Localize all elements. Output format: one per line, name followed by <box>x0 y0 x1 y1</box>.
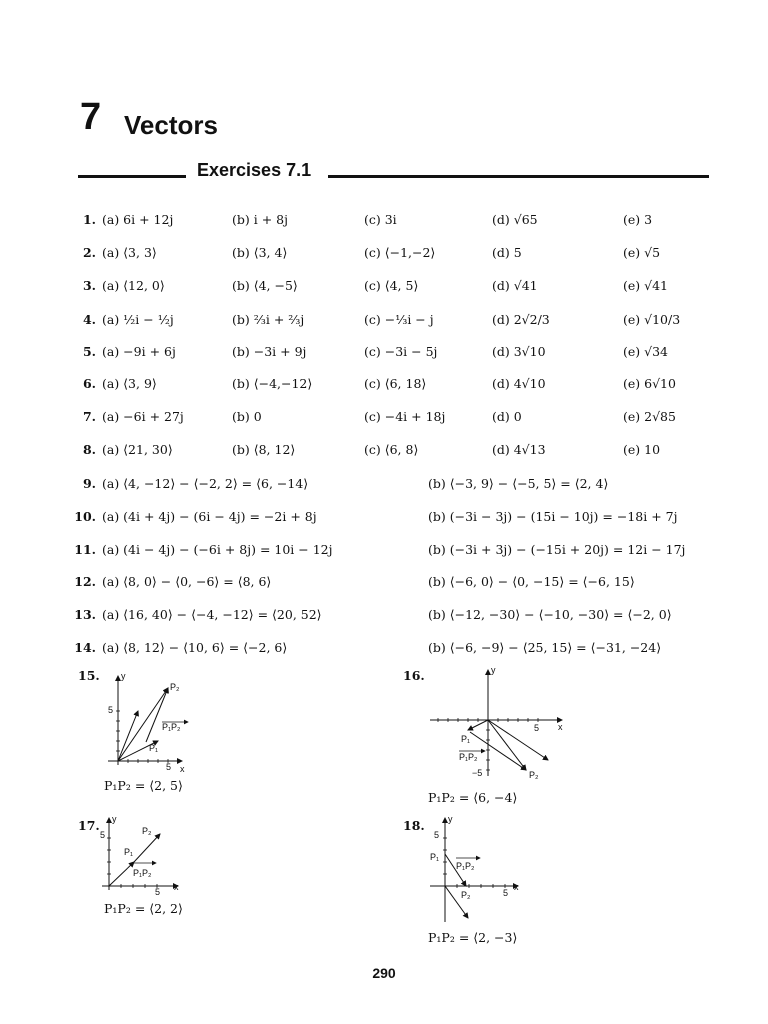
answer-a: (a) ⟨3, 3⟩ <box>102 245 157 260</box>
answer-c: (c) 3i <box>364 212 397 227</box>
exercise-number: 12. <box>74 574 96 589</box>
vector-label: P₁P₂ <box>162 722 181 732</box>
point-p1-label: P₁ <box>149 743 159 753</box>
y-tick-label: 5 <box>108 705 114 715</box>
exercise-number: 7. <box>82 409 96 424</box>
answer-b: (b) ⟨−6, −9⟩ − ⟨25, 15⟩ = ⟨−31, −24⟩ <box>428 640 662 655</box>
answer-b: (b) ⟨−4,−12⟩ <box>232 376 313 391</box>
x-tick-label: 5 <box>166 762 172 772</box>
answer-e: (e) 10 <box>623 442 661 457</box>
exercise-number: 10. <box>74 509 96 524</box>
y-tick-label: −5 <box>472 768 483 778</box>
answer-a: (a) ⟨16, 40⟩ − ⟨−4, −12⟩ = ⟨20, 52⟩ <box>102 607 322 622</box>
answer-d: (d) 4√10 <box>492 376 546 391</box>
exercise-number: 14. <box>74 640 96 655</box>
answer-c: (c) ⟨6, 8⟩ <box>364 442 419 457</box>
answer-a: (a) ⟨8, 12⟩ − ⟨10, 6⟩ = ⟨−2, 6⟩ <box>102 640 288 655</box>
answer-c: (c) ⟨4, 5⟩ <box>364 278 419 293</box>
vector-standard <box>109 862 134 886</box>
answer-a: (a) 6i + 12j <box>102 212 174 227</box>
vector-label: P₁P₂ <box>456 861 475 871</box>
answer-d: (d) 3√10 <box>492 344 546 359</box>
x-axis-label: x <box>558 722 563 732</box>
y-tick-label: 5 <box>100 830 106 840</box>
figure-16-number: 16. <box>403 668 425 683</box>
section-rule-left <box>78 175 186 178</box>
point-p2-label: P₂ <box>142 826 152 836</box>
y-axis-label: y <box>491 665 496 675</box>
exercise-number: 11. <box>74 542 96 557</box>
answer-b: (b) −3i + 9j <box>232 344 307 359</box>
answer-d: (d) 0 <box>492 409 522 424</box>
exercise-number: 6. <box>82 376 96 391</box>
chapter-title: Vectors <box>124 110 218 140</box>
answer-c: (c) ⟨6, 18⟩ <box>364 376 427 391</box>
answer-a: (a) ⟨3, 9⟩ <box>102 376 157 391</box>
figure-18-number: 18. <box>403 818 425 833</box>
answer-b: (b) (−3i + 3j) − (−15i + 20j) = 12i − 17j <box>428 542 686 557</box>
x-tick-label: 5 <box>155 887 161 897</box>
chapter-number: 7 <box>80 96 102 138</box>
point-p2-label: P₂ <box>170 682 180 692</box>
figure-18-diagram <box>428 814 523 926</box>
answer-a: (a) (4i + 4j) − (6i − 4j) = −2i + 8j <box>102 509 317 524</box>
answer-c: (c) −4i + 18j <box>364 409 446 424</box>
figure-16-diagram <box>428 664 568 782</box>
y-axis-label: y <box>448 814 453 824</box>
answer-b: (b) ⟨−3, 9⟩ − ⟨−5, 5⟩ = ⟨2, 4⟩ <box>428 476 609 491</box>
answer-a: (a) ⟨4, −12⟩ − ⟨−2, 2⟩ = ⟨6, −14⟩ <box>102 476 309 491</box>
answer-e: (e) 3 <box>623 212 653 227</box>
answer-b: (b) ⟨3, 4⟩ <box>232 245 288 260</box>
answer-e: (e) √10/3 <box>623 312 681 327</box>
point-p1-label: P₁ <box>430 852 440 862</box>
x-axis-label: x <box>174 882 179 892</box>
vector-origin-to-p2 <box>118 688 168 761</box>
exercise-number: 3. <box>82 278 96 293</box>
exercise-number: 13. <box>74 607 96 622</box>
section-rule-right <box>328 175 709 178</box>
answer-e: (e) 6√10 <box>623 376 676 391</box>
answer-d: (d) 5 <box>492 245 522 260</box>
answer-b: (b) ⟨8, 12⟩ <box>232 442 296 457</box>
answer-b: (b) ⟨−6, 0⟩ − ⟨0, −15⟩ = ⟨−6, 15⟩ <box>428 574 635 589</box>
answer-e: (e) 2√85 <box>623 409 676 424</box>
answer-b: (b) ⟨4, −5⟩ <box>232 278 298 293</box>
answer-e: (e) √41 <box>623 278 668 293</box>
y-tick-label: 5 <box>434 830 440 840</box>
exercise-number: 5. <box>82 344 96 359</box>
answer-a: (a) (4i − 4j) − (−6i + 8j) = 10i − 12j <box>102 542 333 557</box>
figure-17-diagram <box>98 814 188 896</box>
figure-15-number: 15. <box>78 668 100 683</box>
vector-origin-to-p2 <box>488 720 526 770</box>
vector-label: P₁P₂ <box>459 752 478 762</box>
answer-e: (e) √34 <box>623 344 668 359</box>
figure-16-caption: P₁P₂ = ⟨6, −4⟩ <box>428 790 518 805</box>
answer-b: (b) ⅔i + ⅔j <box>232 312 305 327</box>
answer-b: (b) 0 <box>232 409 262 424</box>
section-title: Exercises 7.1 <box>197 160 312 180</box>
exercise-number: 4. <box>82 312 96 327</box>
answer-d: (d) 2√2/3 <box>492 312 550 327</box>
x-axis-label: x <box>180 764 185 774</box>
point-p2-label: P₂ <box>461 890 471 900</box>
answer-a: (a) ⟨12, 0⟩ <box>102 278 165 293</box>
answer-d: (d) 4√13 <box>492 442 546 457</box>
answer-c: (c) ⟨−1,−2⟩ <box>364 245 436 260</box>
figure-18-caption: P₁P₂ = ⟨2, −3⟩ <box>428 930 518 945</box>
figure-15-caption: P₁P₂ = ⟨2, 5⟩ <box>104 778 183 793</box>
answer-a: (a) −9i + 6j <box>102 344 176 359</box>
vector-p1-to-p2 <box>134 834 160 862</box>
y-axis-label: y <box>112 814 117 824</box>
answer-b: (b) i + 8j <box>232 212 288 227</box>
answer-a: (a) −6i + 27j <box>102 409 184 424</box>
figure-17-caption: P₁P₂ = ⟨2, 2⟩ <box>104 901 183 916</box>
x-axis-label: x <box>514 882 519 892</box>
point-p1-label: P₁ <box>461 734 471 744</box>
answer-e: (e) √5 <box>623 245 661 260</box>
x-tick-label: 5 <box>503 888 509 898</box>
answer-b: (b) (−3i − 3j) − (15i − 10j) = −18i + 7j <box>428 509 678 524</box>
exercise-number: 9. <box>82 476 96 491</box>
x-tick-label: 5 <box>534 723 540 733</box>
y-axis-label: y <box>121 671 126 681</box>
answer-a: (a) ⟨21, 30⟩ <box>102 442 173 457</box>
answer-c: (c) −⅓i − j <box>364 312 434 327</box>
figure-17-number: 17. <box>78 818 100 833</box>
answer-a: (a) ½i − ½j <box>102 312 174 327</box>
exercise-number: 2. <box>82 245 96 260</box>
exercise-number: 8. <box>82 442 96 457</box>
answer-b: (b) ⟨−12, −30⟩ − ⟨−10, −30⟩ = ⟨−2, 0⟩ <box>428 607 672 622</box>
answer-c: (c) −3i − 5j <box>364 344 438 359</box>
page-number: 290 <box>372 965 396 981</box>
answer-d: (d) √65 <box>492 212 538 227</box>
point-p2-label: P₂ <box>529 770 539 780</box>
exercise-number: 1. <box>82 212 96 227</box>
figure-15-diagram <box>100 670 200 775</box>
vector-label: P₁P₂ <box>133 868 152 878</box>
point-p1-label: P₁ <box>124 847 134 857</box>
answer-d: (d) √41 <box>492 278 538 293</box>
answer-a: (a) ⟨8, 0⟩ − ⟨0, −6⟩ = ⟨8, 6⟩ <box>102 574 272 589</box>
